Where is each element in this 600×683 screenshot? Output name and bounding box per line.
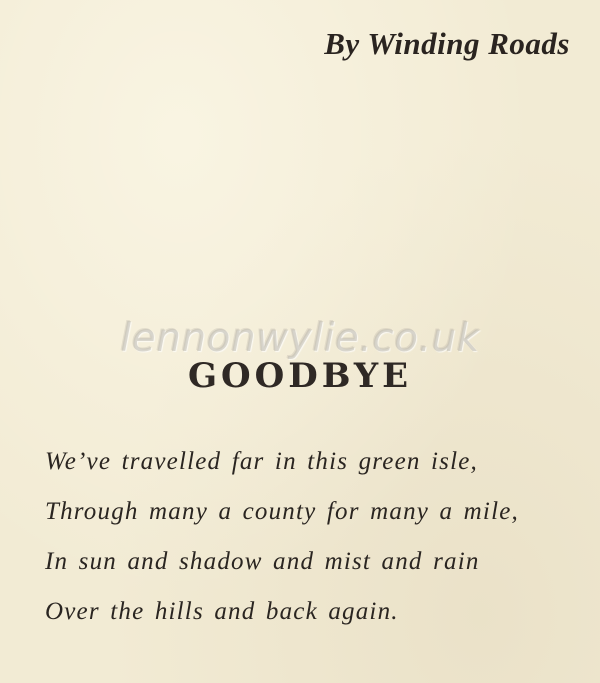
poem-line: Over the hills and back again. — [45, 598, 399, 625]
poem-stanza — [45, 437, 519, 637]
poem-line: In sun and shadow and mist and rain — [45, 548, 480, 575]
running-head: By Winding Roads — [324, 26, 570, 61]
poem-line: Through many a county for many a mile, — [45, 498, 519, 525]
watermark-text: lennonwylie.co.uk — [120, 316, 480, 361]
poem-title: GOODBYE — [187, 356, 413, 396]
poem-line: We’ve travelled far in this green isle, — [45, 448, 479, 475]
